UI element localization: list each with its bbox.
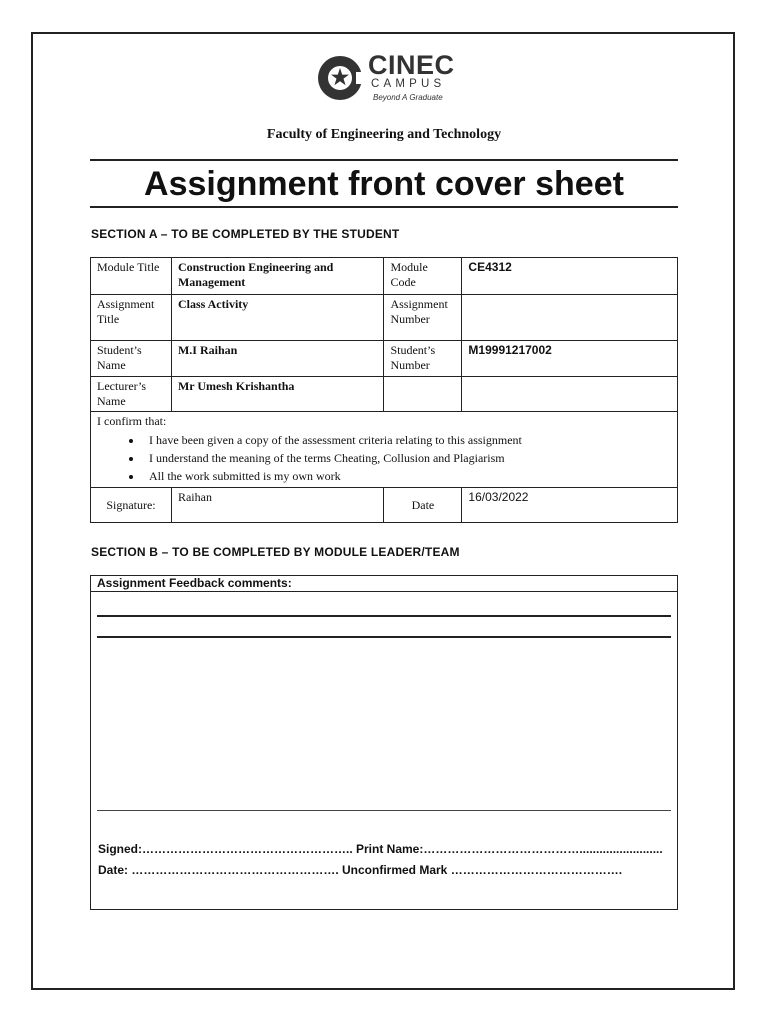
title-bottom-rule: [90, 206, 678, 208]
logo-name: CINEC: [368, 50, 455, 80]
feedback-label: Assignment Feedback comments:: [91, 576, 677, 592]
student-number-label: Student’s Number: [384, 341, 462, 377]
signature-row: [91, 488, 678, 523]
section-b-heading: SECTION B – TO BE COMPLETED BY MODULE LEADER/TEAM: [91, 545, 460, 559]
signature-label: Signature:: [91, 488, 172, 523]
assignment-title-label: Assignment Title: [91, 295, 172, 341]
module-code-label: Module Code: [384, 258, 462, 295]
confirmation-row: [91, 412, 678, 488]
title-top-rule: [90, 159, 678, 161]
cinec-emblem-icon: [316, 54, 364, 102]
date-label: Date: [384, 488, 462, 523]
faculty-name: Faculty of Engineering and Technology: [266, 127, 502, 142]
student-number-value: M19991217002: [462, 341, 678, 377]
assignment-number-label: Assignment Number: [384, 295, 462, 341]
student-row: [91, 341, 678, 377]
assignment-number-value: [462, 295, 678, 341]
logo-subtitle: CAMPUS: [371, 78, 446, 90]
date-unconfirmed-mark-line: Date: ……………………………………………. Unconfirmed Mark …………………………………….: [98, 863, 623, 877]
module-title-value: Construction Engineering and Management: [171, 258, 384, 295]
lecturer-empty-cell: [384, 377, 462, 412]
lecturer-name-value: Mr Umesh Krishantha: [171, 377, 384, 412]
lecturer-row: [91, 377, 678, 412]
confirm-intro: I confirm that:: [97, 414, 167, 428]
confirm-item: • All the work submitted is my own work: [143, 467, 671, 485]
confirmation-cell: [91, 412, 678, 488]
page-title: Assignment front cover sheet: [144, 165, 624, 203]
student-details-table: [90, 257, 678, 523]
cinec-logo: [316, 52, 456, 106]
feedback-line: [97, 615, 671, 617]
date-value: 16/03/2022: [462, 488, 678, 523]
signature-value: Raihan: [171, 488, 384, 523]
module-row: [91, 258, 678, 295]
confirm-list: [97, 431, 671, 485]
student-name-label: Student’s Name: [91, 341, 172, 377]
assignment-title-value: Class Activity: [171, 295, 384, 341]
feedback-end-line: [97, 810, 671, 811]
lecturer-name-label: Lecturer’s Name: [91, 377, 172, 412]
module-title-label: Module Title: [91, 258, 172, 295]
assignment-row: [91, 295, 678, 341]
confirm-item: • I have been given a copy of the assessment criteria relating to this assignment: [143, 431, 671, 449]
confirm-item: • I understand the meaning of the terms Cheating, Collusion and Plagiarism: [143, 449, 671, 467]
student-name-value: M.I Raihan: [171, 341, 384, 377]
feedback-line: [97, 636, 671, 638]
logo-tagline: Beyond A Graduate: [373, 93, 443, 102]
module-code-value: CE4312: [462, 258, 678, 295]
feedback-box: [90, 575, 678, 910]
section-a-heading: SECTION A – TO BE COMPLETED BY THE STUDENT: [91, 227, 400, 241]
signed-print-name-line: Signed:…………………………………………….. Print Name:………………………………….........................: [98, 842, 663, 856]
lecturer-empty-cell-2: [462, 377, 678, 412]
